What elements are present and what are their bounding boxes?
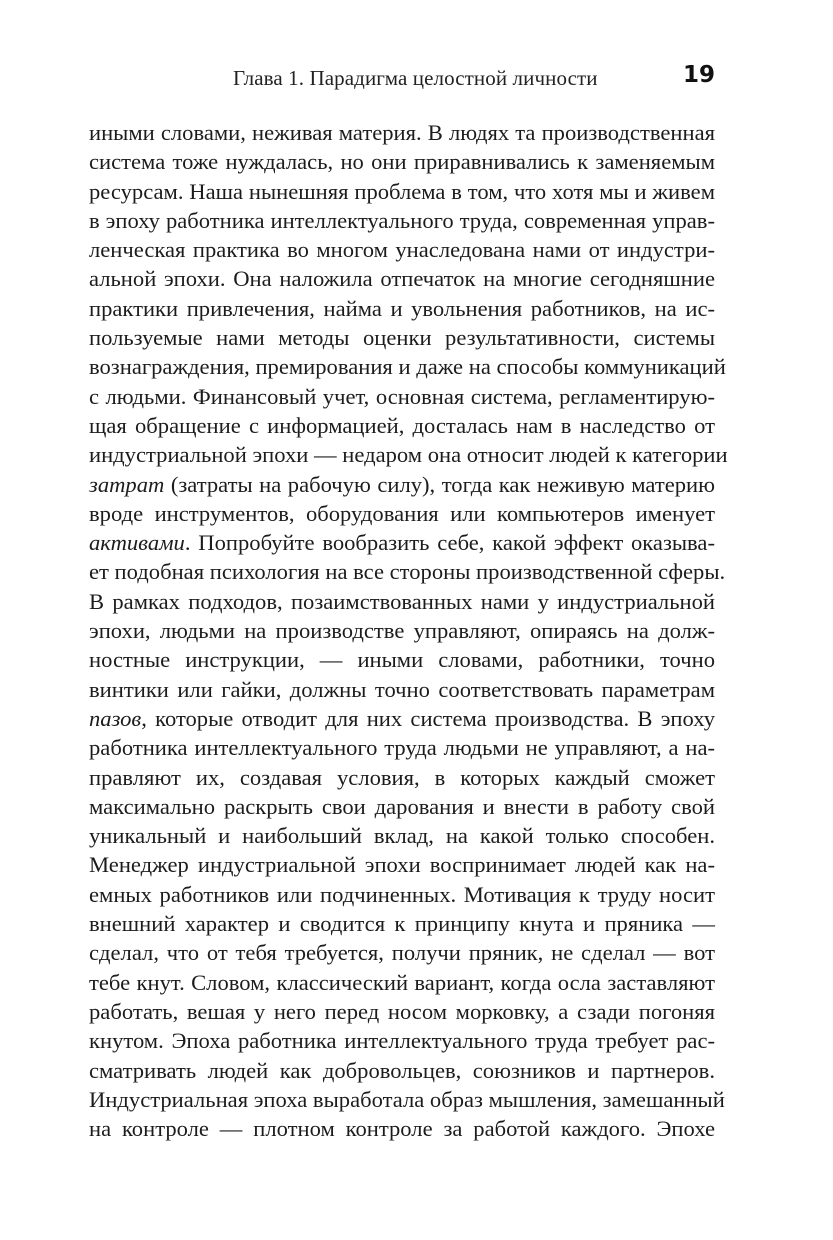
line-text: альной эпохи. Она наложила отпечаток на многие сегодняшние	[89, 266, 715, 292]
text-line	[89, 938, 715, 967]
line-text: индустриальной эпохи — недаром она относит людей к категории	[89, 442, 728, 468]
emphasized-term: пазов	[89, 705, 142, 731]
line-text: иными словами, неживая материя. В людях та производственная	[89, 120, 715, 145]
line-text: щая обращение с информацией, досталась нам в наследство от	[89, 412, 715, 438]
line-text: , которые отводит для них система производства. В эпоху	[141, 705, 715, 731]
text-line	[89, 1026, 715, 1055]
text-line	[89, 557, 726, 586]
line-text: ленческая практика во многом унаследована нами от индустри-	[89, 237, 715, 263]
line-text: правляют их, создавая условия, в которых каждый сможет	[89, 764, 715, 790]
text-line	[89, 850, 715, 879]
text-line	[89, 206, 715, 235]
text-line	[89, 821, 715, 850]
line-text: ресурсам. Наша нынешняя проблема в том, что хотя мы и живем	[89, 178, 715, 204]
line-text: работника интеллектуального труда людьми не управляют, а на-	[89, 735, 715, 761]
text-line	[89, 528, 715, 557]
line-text: система тоже нуждалась, но они приравнивались к заменяемым	[89, 149, 715, 175]
text-line	[89, 294, 715, 323]
text-line	[89, 733, 715, 762]
text-line	[89, 675, 715, 704]
text-line	[89, 792, 715, 821]
text-line	[89, 1056, 715, 1085]
line-text: вознаграждения, премирования и даже на способы коммуникаций	[89, 354, 726, 380]
emphasized-term: активами	[89, 530, 185, 556]
text-line	[89, 382, 715, 411]
text-line	[89, 968, 715, 997]
line-text: ностные инструкции, — иными словами, работники, точно	[89, 647, 715, 673]
line-text: Индустриальная эпоха выработала образ мышления, замешанный	[89, 1086, 725, 1112]
text-line	[89, 470, 715, 499]
text-line	[89, 147, 715, 176]
line-text: пользуемые нами методы оценки результативности, системы	[89, 325, 715, 351]
text-line	[89, 235, 715, 264]
running-head-title: Глава 1. Парадигма целостной личности	[233, 66, 598, 90]
text-line	[89, 499, 715, 528]
line-text: сматривать людей как добровольцев, союзников и партнеров.	[89, 1057, 715, 1083]
line-text: винтики или гайки, должны точно соответствовать параметрам	[89, 676, 715, 702]
text-line	[89, 909, 715, 938]
emphasized-term: затрат	[89, 471, 165, 497]
line-text: с людьми. Финансовый учет, основная система, регламентирую-	[89, 383, 715, 409]
line-text: работать, вешая у него перед носом морковку, а сзади погоняя	[89, 998, 715, 1024]
line-text: на контроле — плотном контроле за работой каждого. Эпохе	[89, 1116, 715, 1142]
line-text: внешний характер и сводится к принципу кнута и пряника —	[89, 911, 715, 937]
line-text: емных работников или подчиненных. Мотивация к труду носит	[89, 881, 715, 907]
line-text: максимально раскрыть свои дарования и внести в работу свой	[89, 793, 715, 819]
line-text: эпохи, людьми на производстве управляют, опираясь на долж-	[89, 618, 715, 644]
text-line	[89, 411, 715, 440]
text-line	[89, 616, 715, 645]
text-line	[89, 1085, 725, 1114]
line-text: вроде инструментов, оборудования или компьютеров именует	[89, 500, 715, 526]
text-line	[89, 440, 728, 469]
text-line	[89, 1114, 715, 1143]
line-text: кнутом. Эпоха работника интеллектуального труда требует рас-	[89, 1028, 715, 1054]
text-line	[89, 323, 715, 352]
text-line	[89, 763, 715, 792]
line-text: Менеджер индустриальной эпохи воспринимает людей как на-	[89, 852, 715, 878]
text-line	[89, 118, 715, 147]
line-text: . Попробуйте вообразить себе, какой эффект оказыва-	[184, 530, 715, 556]
text-line	[89, 997, 715, 1026]
body-text	[89, 118, 728, 1143]
text-line	[89, 587, 715, 616]
text-line	[89, 352, 726, 381]
text-line	[89, 880, 715, 909]
line-text: В рамках подходов, позаимствованных нами у индустриальной	[89, 588, 715, 614]
line-text: ет подобная психология на все стороны производственной сферы.	[89, 559, 726, 585]
text-line	[89, 704, 715, 733]
line-text: сделал, что от тебя требуется, получи пряник, не сделал — вот	[89, 940, 715, 966]
line-text: в эпоху работника интеллектуального труда, современная управ-	[89, 207, 715, 233]
line-text: уникальный и наибольший вклад, на какой только способен.	[89, 823, 715, 849]
line-text: практики привлечения, найма и увольнения работников, на ис-	[89, 295, 715, 321]
text-line	[89, 264, 715, 293]
text-line	[89, 177, 715, 206]
line-text: (затраты на рабочую силу), тогда как неживую материю	[164, 471, 715, 497]
text-line	[89, 645, 715, 674]
line-text: тебе кнут. Словом, классический вариант, когда осла заставляют	[89, 969, 715, 995]
page-number: 19	[682, 62, 715, 88]
